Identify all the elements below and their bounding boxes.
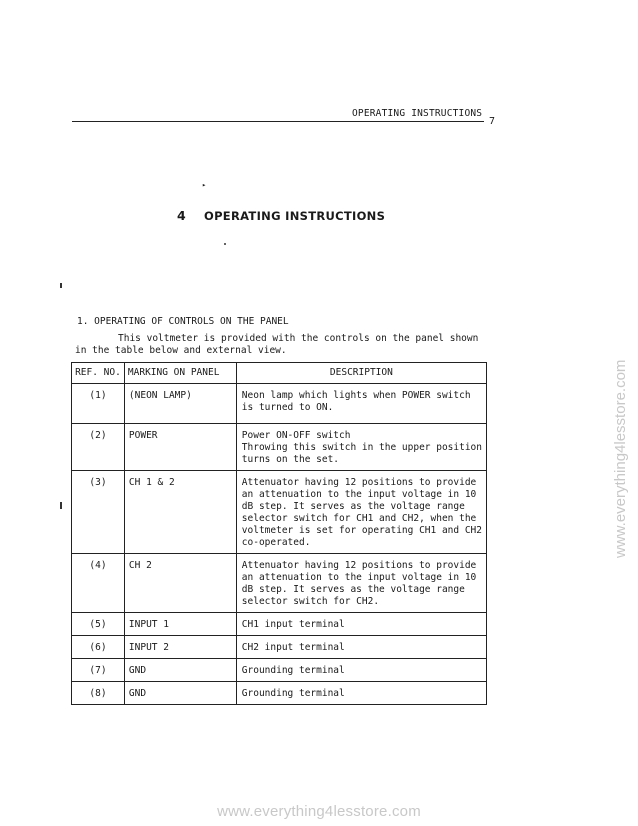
speck-dot xyxy=(224,243,226,245)
description-line: dB step. It serves as the voltage range xyxy=(241,584,465,595)
description-cell xyxy=(236,659,486,682)
table-header-row xyxy=(72,363,487,384)
ref-number-cell: (4) xyxy=(72,554,125,613)
description-cell xyxy=(236,554,486,613)
description-line: Grounding terminal xyxy=(241,665,345,676)
panel-marking-cell: GND xyxy=(124,682,236,705)
intro-text-line: in the table below and external view. xyxy=(75,345,287,356)
ref-number-cell: (8) xyxy=(72,682,125,705)
description-line: CH1 input terminal xyxy=(241,619,345,630)
ref-number-cell: (5) xyxy=(72,613,125,636)
panel-marking-cell: POWER xyxy=(124,424,236,471)
panel-marking-cell: CH 1 & 2 xyxy=(124,471,236,554)
ref-number-cell: (7) xyxy=(72,659,125,682)
description-line: voltmeter is set for operating CH1 and CH2 xyxy=(241,525,482,536)
scan-speck xyxy=(60,502,62,509)
table-row xyxy=(72,613,487,636)
header-rule xyxy=(72,121,484,122)
description-line: selector switch for CH1 and CH2, when the xyxy=(241,513,477,524)
description-cell xyxy=(236,424,486,471)
description-line: is turned to ON. xyxy=(241,402,334,413)
table-row xyxy=(72,636,487,659)
table-row xyxy=(72,424,487,471)
description-cell xyxy=(236,682,486,705)
ref-number-cell: (3) xyxy=(72,471,125,554)
intro-text-line: This voltmeter is provided with the controls on the panel shown xyxy=(118,333,479,344)
watermark-bottom: www.everything4lesstore.com xyxy=(217,803,421,820)
description-line: co-operated. xyxy=(241,537,311,548)
description-line: CH2 input terminal xyxy=(241,642,345,653)
description-cell xyxy=(236,471,486,554)
controls-table xyxy=(71,362,487,705)
description-line: dB step. It serves as the voltage range xyxy=(241,501,465,512)
panel-marking-cell: (NEON LAMP) xyxy=(124,384,236,424)
ref-number-cell: (2) xyxy=(72,424,125,471)
description-line: Neon lamp which lights when POWER switch xyxy=(241,390,471,401)
table-body xyxy=(72,384,487,705)
table-row xyxy=(72,659,487,682)
running-header-title: OPERATING INSTRUCTIONS xyxy=(352,108,483,119)
panel-marking-cell: INPUT 2 xyxy=(124,636,236,659)
section-title: 1. OPERATING OF CONTROLS ON THE PANEL xyxy=(77,316,289,327)
scan-speck xyxy=(60,283,62,288)
arrow-mark: ▸ xyxy=(202,181,207,189)
panel-marking-cell: CH 2 xyxy=(124,554,236,613)
table-row xyxy=(72,384,487,424)
description-line: Grounding terminal xyxy=(241,688,345,699)
description-cell xyxy=(236,384,486,424)
watermark-side: www.everything4lesstore.com xyxy=(612,359,629,558)
ref-number-cell: (6) xyxy=(72,636,125,659)
column-header-marking: MARKING ON PANEL xyxy=(124,363,236,384)
description-line: an attenuation to the input voltage in 10 xyxy=(241,489,477,500)
chapter-number: 4 xyxy=(177,208,186,223)
table-row xyxy=(72,471,487,554)
description-line: Attenuator having 12 positions to provide xyxy=(241,477,477,488)
description-cell xyxy=(236,613,486,636)
column-header-ref: REF. NO. xyxy=(72,363,125,384)
page-number: 7 xyxy=(489,116,496,127)
chapter-title: OPERATING INSTRUCTIONS xyxy=(204,209,386,223)
chapter-heading xyxy=(177,208,385,223)
description-line: Power ON-OFF switch xyxy=(241,430,351,441)
description-line: Attenuator having 12 positions to provide xyxy=(241,560,477,571)
description-line: Throwing this switch in the upper position xyxy=(241,442,482,453)
table-row xyxy=(72,554,487,613)
panel-marking-cell: GND xyxy=(124,659,236,682)
ref-number-cell: (1) xyxy=(72,384,125,424)
table-row xyxy=(72,682,487,705)
column-header-description: DESCRIPTION xyxy=(236,363,486,384)
description-cell xyxy=(236,636,486,659)
description-line: turns on the set. xyxy=(241,454,340,465)
description-line: an attenuation to the input voltage in 10 xyxy=(241,572,477,583)
panel-marking-cell: INPUT 1 xyxy=(124,613,236,636)
description-line: selector switch for CH2. xyxy=(241,596,380,607)
